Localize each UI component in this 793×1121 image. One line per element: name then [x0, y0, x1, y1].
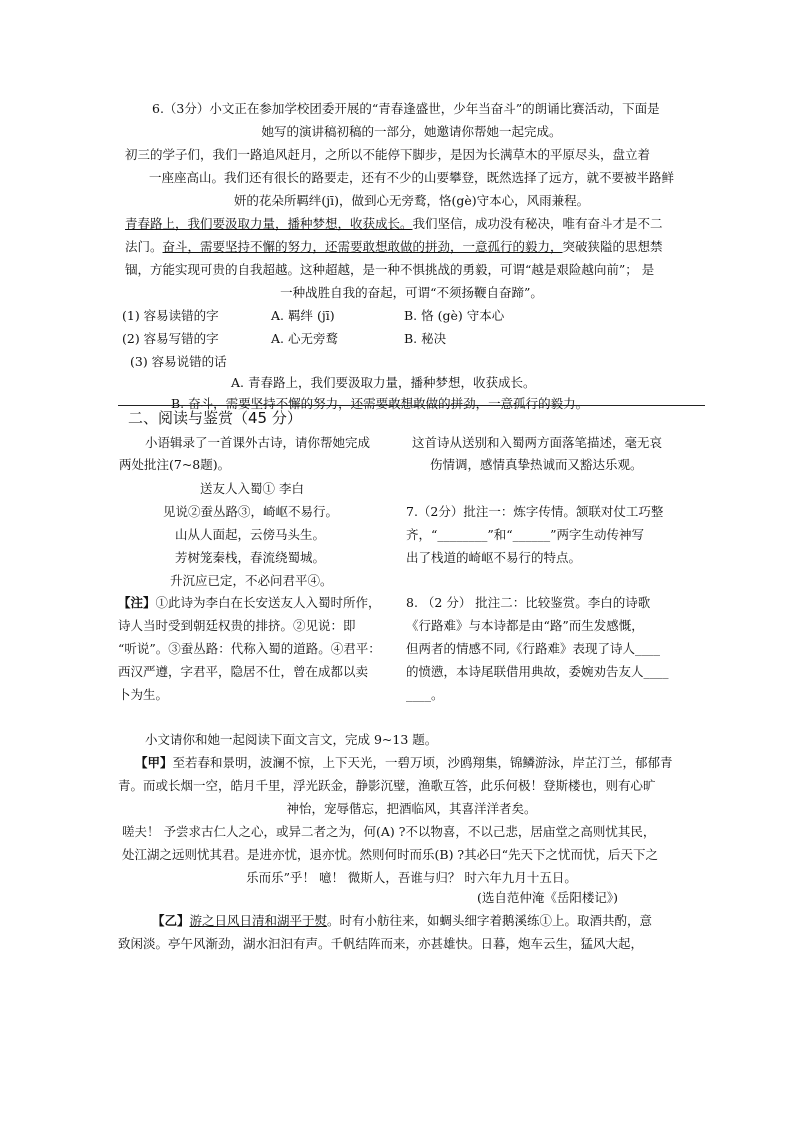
note-line5: 卜为生。: [118, 687, 169, 702]
q7-line3: 出了栈道的崎岖不易行的特点。: [406, 550, 582, 565]
jia-line4: 嗟夫！ 予尝求古仁人之心，或异二者之为，何(A) ?不以物喜，不以己悲，居庙堂之高则忧其民，: [122, 824, 656, 839]
q8-line1: 8. （2 分） 批注二：比较鉴赏。李白的诗歌: [406, 595, 651, 610]
speech-line5: [125, 238, 663, 256]
section-divider: [118, 405, 705, 406]
sub2-label: (2) 容易写错的字: [122, 331, 219, 346]
yi-line1-rest: 。时有小舫往来，如蜩头细字着鹅溪练①上。取酒共酌，意: [327, 913, 653, 928]
q6-intro-line2: 她写的演讲稿初稿的一部分，她邀请你帮她一起完成。: [261, 124, 562, 139]
note-line1: [118, 594, 381, 612]
q8-line2: 《行路难》与本诗都是由“路”而生发感慨，: [406, 618, 644, 633]
sub2-option-a: A. 心无旁鹜: [271, 331, 338, 346]
note-line2: 诗人当时受到朝廷权贵的排挤。②见说：即: [118, 618, 356, 633]
sub3-label: (3) 容易说错的话: [130, 354, 227, 369]
sub1-label: (1) 容易读错的字: [122, 308, 219, 323]
poem-line4: 升沉应已定，不必问君平④。: [170, 573, 333, 588]
speech-line1: 初三的学子们，我们一路追风赶月，之所以不能停下脚步，是因为长满草木的平原尽头，盘立着: [125, 147, 651, 162]
yi-underlined: 游之日风日清和湖平于熨: [189, 913, 328, 928]
q7-line2: 齐，“________”和“______”两字生动传神写: [406, 527, 645, 542]
note-line1-text: ①此诗为李白在长安送友人入蜀时所作，: [155, 595, 381, 610]
q6-intro-line1: 6.（3分）小文正在参加学校团委开展的“青春逢盛世，少年当奋斗”的朗诵比赛活动，下面是: [152, 101, 660, 116]
poem-line3: 芳树笼秦栈，春流绕蜀城。: [175, 550, 326, 565]
poem-summary-line1: 这首诗从送别和入蜀两方面落笔描述，毫无哀: [412, 435, 663, 450]
q8-line5: ____。: [406, 687, 444, 702]
sub2-option-b: B. 秘决: [404, 331, 447, 346]
jia-line1-text: 至若春和景明，波澜不惊，上下天光，一碧万顷，沙鸥翔集，锦鳞游泳，岸芷汀兰，郁郁青: [172, 755, 673, 770]
sub1-option-a: A. 羁绊 (jī): [271, 308, 335, 323]
poem-intro-line2: 两处批注(7~8题)。: [119, 457, 231, 472]
underlined-sentence-a: 青春路上，我们要汲取力量，播种梦想，收获成长。: [125, 216, 413, 231]
section2-title: 二、阅读与鉴赏（45 分）: [128, 409, 302, 427]
speech-line4-rest: 我们坚信，成功没有秘决，唯有奋斗才是不二: [412, 216, 663, 231]
yi-line1: [152, 912, 652, 930]
underlined-sentence-b: 奋斗，需要坚持不懈的努力，还需要敢想敢做的拼劲，一意孤行的毅力，: [162, 239, 563, 254]
poem-summary-line2: 伤情调，感情真挚热诚而又豁达乐观。: [430, 457, 643, 472]
yi-line2: 致闲淡。亭午风渐劲，湖水汩汩有声。千帆结阵而来，亦甚雄快。日暮，炮车云生，猛风大起，: [118, 936, 644, 951]
note-line4: 西汉严遵，字君平，隐居不仕，曾在成都以卖: [118, 664, 369, 679]
poem-line1: 见说②蚕丛路③，崎岖不易行。: [163, 504, 339, 519]
jia-line2: 青。而或长烟一空，皓月千里，浮光跃金，静影沉璧，渔歌互答，此乐何极！登斯楼也，则有心旷: [118, 778, 656, 793]
speech-line2: 一座座高山。我们还有很长的路要走，还有不少的山要攀登，既然选择了远方，就不要被半路鲜: [148, 170, 674, 185]
speech-line6: 锢，方能实现可贵的自我超越。这种超越，是一种不惧挑战的勇毅，可谓“越是艰险越向前”； 是: [125, 262, 655, 277]
poem-line2: 山从人面起，云傍马头生。: [175, 527, 326, 542]
jia-tag: 【甲】: [135, 755, 173, 770]
jia-line1: [135, 754, 673, 772]
speech-line7: 一种战胜自我的奋起，可谓“不须扬鞭自奋蹄”。: [280, 285, 543, 300]
poem-intro-line1: 小语辑录了一首课外古诗，请你帮她完成: [145, 435, 371, 450]
q8-line4: 的愤懑，本诗尾联借用典故，委婉劝告友人____: [406, 664, 669, 679]
jia-line3: 神怡，宠辱偕忘，把酒临风，其喜洋洋者矣。: [286, 801, 537, 816]
note-tag: 【注】: [118, 595, 156, 610]
sub1-option-b: B. 恪 (gè) 守本心: [404, 308, 505, 323]
jia-line6: 乐而乐”乎！ 噫！ 微斯人，吾谁与归？ 时六年九月十五日。: [246, 870, 577, 885]
speech-line3: 妍的花朵所羁绊(jī)，做到心无旁鹜，恪(gè)守本心，风雨兼程。: [233, 193, 590, 208]
sub3-option-b: B. 奋斗，需要坚持不懈的努力，还需要敢想敢做的拼劲，一意孤行的毅力。: [171, 396, 589, 411]
q8-line3: 但两者的情感不同,《行路难》表现了诗人____: [406, 641, 660, 656]
q7-line1: 7.（2分）批注一：炼字传情。颔联对仗工巧整: [406, 504, 664, 519]
note-line3: “听说”。③蚕丛路：代称入蜀的道路。④君平：: [118, 641, 381, 656]
jia-line5: 处江湖之远则忧其君。是进亦忧，退亦忧。然则何时而乐(B) ?其必曰“先天下之忧而忧，后天下之: [122, 847, 659, 862]
yi-tag: 【乙】: [152, 913, 190, 928]
jia-source: (选自范仲淹《岳阳楼记》): [477, 890, 619, 905]
speech-line5-rest: 突破狭隘的思想禁: [562, 239, 663, 254]
sub3-option-a: A. 青春路上，我们要汲取力量，播种梦想，收获成长。: [231, 375, 536, 390]
speech-line4: [125, 215, 663, 233]
poem-title: 送友人入蜀① 李白: [200, 481, 304, 496]
speech-line5-start: 法门。: [125, 239, 163, 254]
classical-intro: 小文请你和她一起阅读下面文言文，完成 9~13 题。: [145, 732, 438, 747]
